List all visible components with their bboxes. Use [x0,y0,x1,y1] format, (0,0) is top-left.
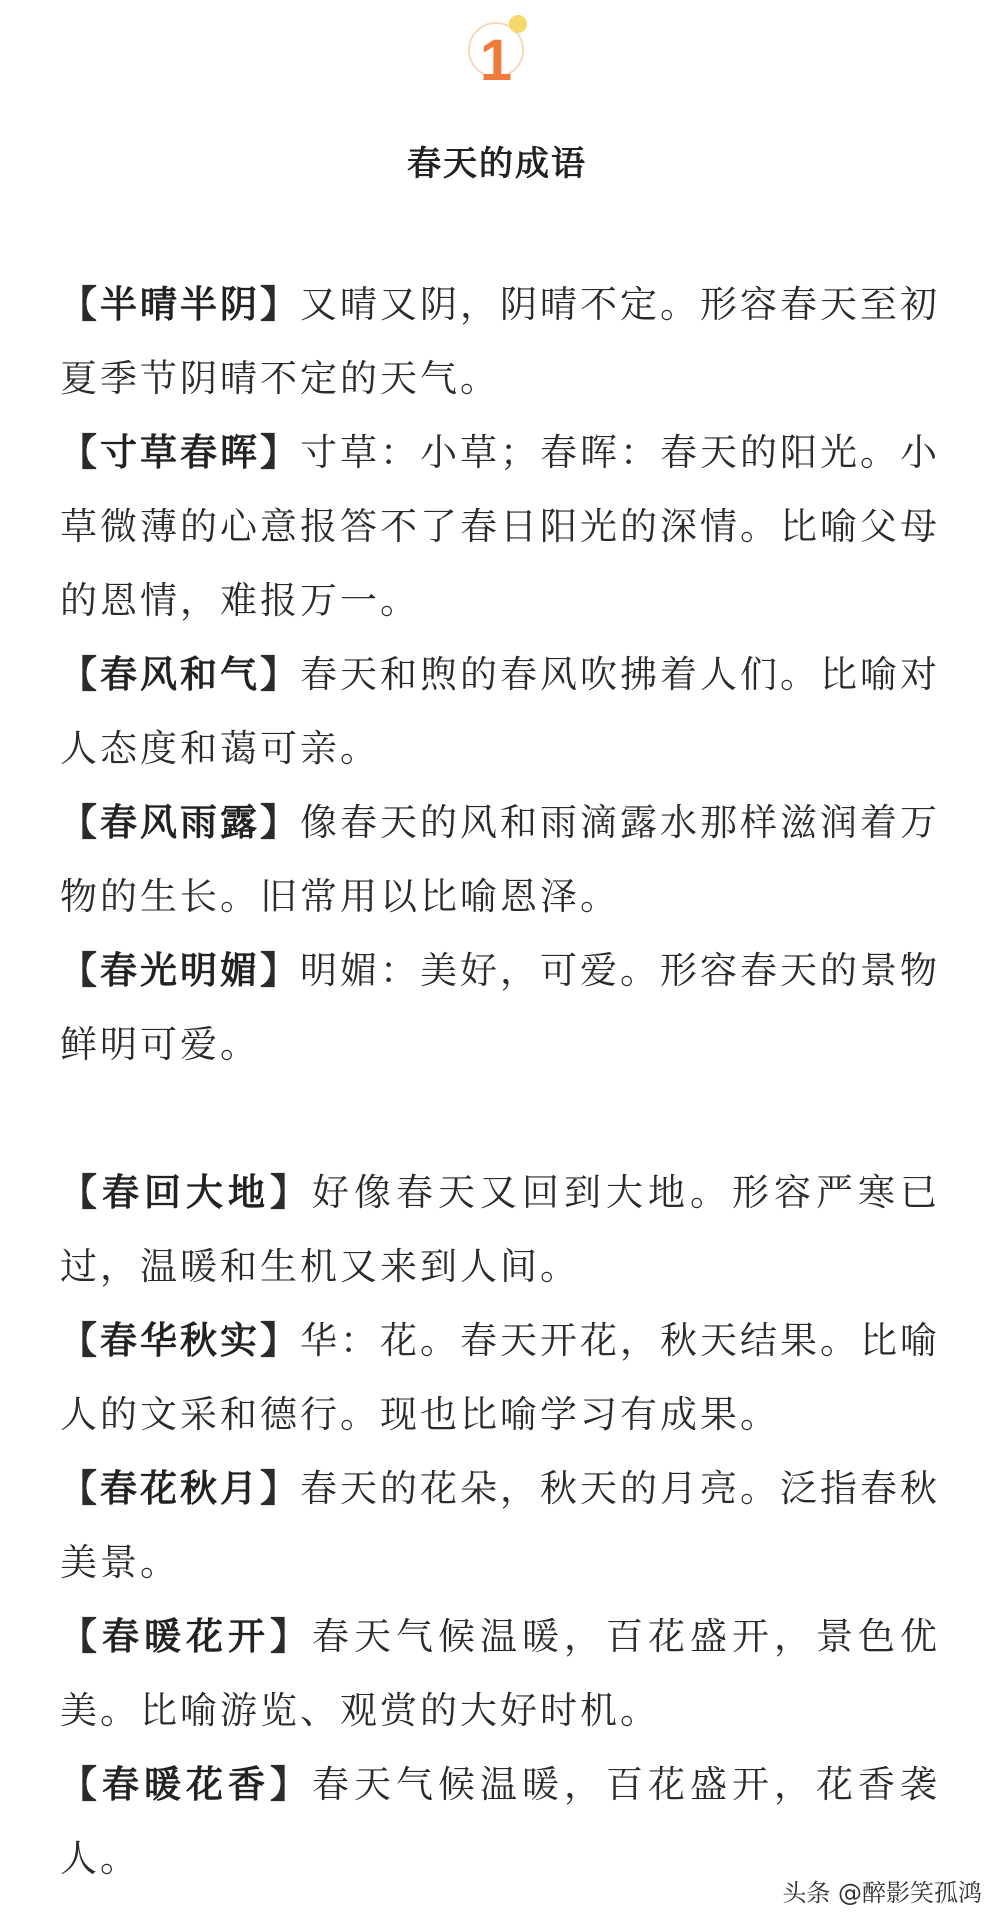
idiom-term: 春花秋月 [100,1467,260,1510]
idiom-term: 春华秋实 [100,1319,260,1362]
idiom-term: 春风雨露 [100,801,260,844]
idiom-definition: 春天气候温暖，百花盛开，景色优美。比喻游览、观赏的大好时机。 [60,1615,940,1732]
close-bracket: 】 [260,653,300,696]
idiom-term: 寸草春晖 [100,431,260,474]
idiom-term: 春风和气 [100,653,260,696]
open-bracket: 【 [60,1171,102,1214]
open-bracket: 【 [60,283,100,326]
section-title: 春天的成语 [407,144,587,184]
open-bracket: 【 [60,801,100,844]
idiom-definition: 春天气候温暖，百花盛开，花香袭人。 [60,1763,940,1880]
idiom-term: 半晴半阴 [100,283,260,326]
idiom-entry [60,638,940,786]
open-bracket: 【 [60,1763,102,1806]
idiom-definition: 华：花。春天开花，秋天结果。比喻人的文采和德行。现也比喻学习有成果。 [60,1319,940,1436]
badge-number: 1 [479,28,513,93]
idiom-term: 春暖花香 [102,1763,270,1806]
close-bracket: 】 [270,1763,312,1806]
open-bracket: 【 [60,1467,100,1510]
idiom-entry [60,268,940,416]
idiom-definition: 像春天的风和雨滴露水那样滋润着万物的生长。旧常用以比喻恩泽。 [60,801,940,918]
close-bracket: 】 [260,949,300,992]
idiom-entry [60,1452,940,1600]
idiom-definition: 寸草：小草；春晖：春天的阳光。小草微薄的心意报答不了春日阳光的深情。比喻父母的恩情，难报万一。 [60,431,940,622]
idiom-entry [60,1304,940,1452]
open-bracket: 【 [60,653,100,696]
close-bracket: 】 [270,1171,312,1214]
open-bracket: 【 [60,949,100,992]
close-bracket: 】 [260,1467,300,1510]
idiom-entry [60,416,940,638]
open-bracket: 【 [60,1615,102,1658]
idiom-list [60,268,940,1896]
number-badge-icon [462,8,538,98]
open-bracket: 【 [60,431,100,474]
open-bracket: 【 [60,1319,100,1362]
close-bracket: 】 [260,801,300,844]
section-number-badge [462,8,538,98]
idiom-term: 春暖花开 [102,1615,270,1658]
idiom-entry [60,1156,940,1304]
idiom-term: 春光明媚 [100,949,260,992]
close-bracket: 】 [260,431,300,474]
idiom-definition: 又晴又阴，阴晴不定。形容春天至初夏季节阴晴不定的天气。 [60,283,940,400]
idiom-group-1 [60,268,940,1082]
group-spacer [60,1082,940,1156]
watermark: 头条 @醉影笑孤鸿 [782,1879,982,1907]
idiom-definition: 春天的花朵，秋天的月亮。泛指春秋美景。 [60,1467,940,1584]
idiom-entry [60,1600,940,1748]
close-bracket: 】 [270,1615,312,1658]
idiom-entry [60,786,940,934]
idiom-definition: 好像春天又回到大地。形容严寒已过，温暖和生机又来到人间。 [60,1171,940,1288]
close-bracket: 】 [260,283,300,326]
idiom-entry [60,934,940,1082]
close-bracket: 】 [260,1319,300,1362]
idiom-group-2 [60,1156,940,1896]
idiom-definition: 明媚：美好，可爱。形容春天的景物鲜明可爱。 [60,949,940,1066]
idiom-term: 春回大地 [102,1171,270,1214]
idiom-definition: 春天和煦的春风吹拂着人们。比喻对人态度和蔼可亲。 [60,653,940,770]
